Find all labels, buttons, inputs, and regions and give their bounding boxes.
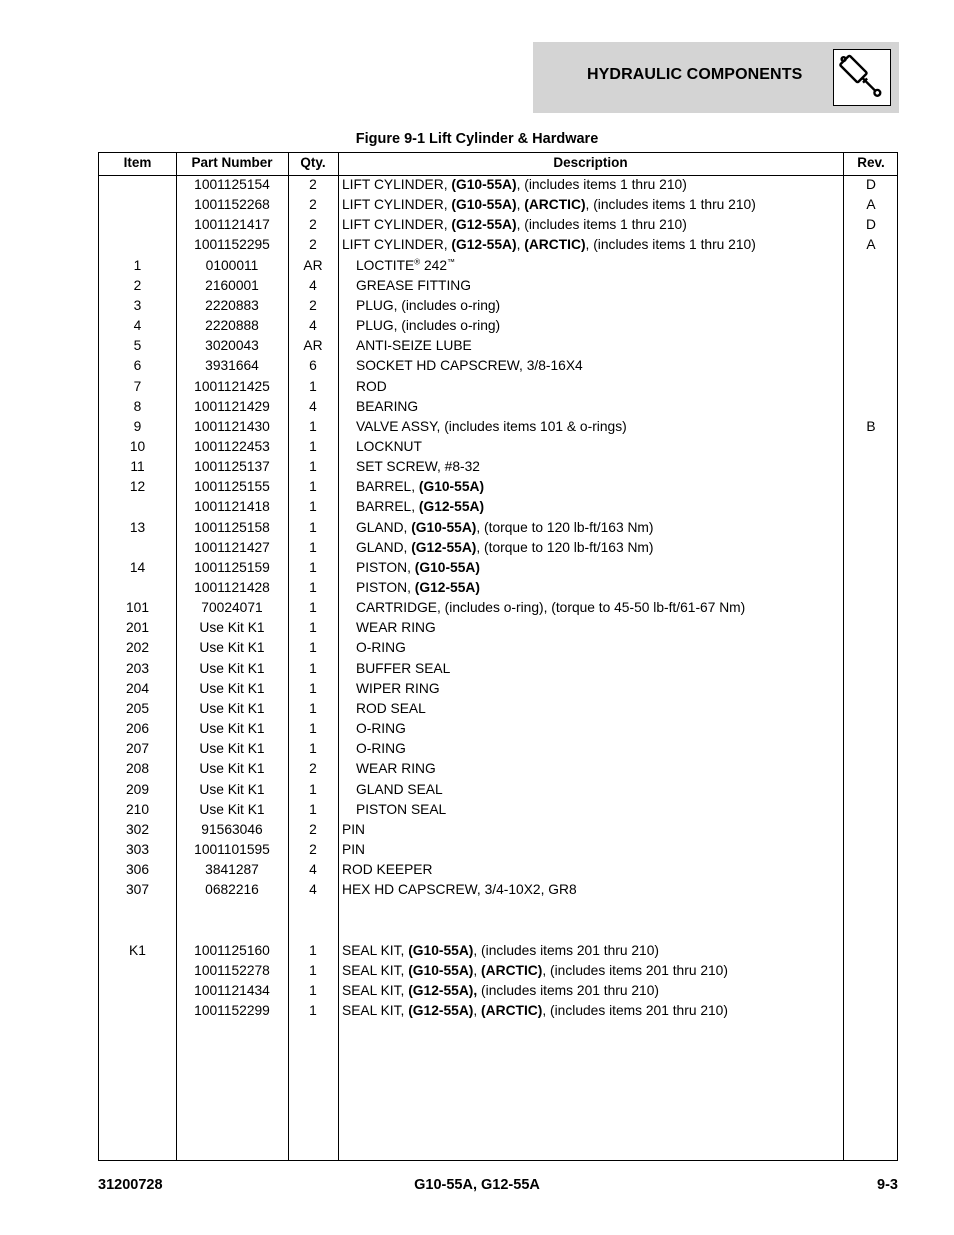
qty-cell: 2	[309, 761, 317, 777]
part-number-cell: 1001121428	[194, 580, 270, 595]
description-cell	[342, 961, 728, 981]
description-cell	[356, 739, 406, 759]
description-text: LIFT CYLINDER,	[342, 217, 452, 233]
trademark-mark: ™	[447, 257, 456, 266]
table-row	[99, 336, 897, 356]
qty-cell: 1	[309, 741, 317, 757]
qty-cell: 1	[309, 982, 317, 998]
description-cell	[356, 780, 443, 800]
table-row	[99, 618, 897, 638]
table-row	[99, 578, 897, 598]
item-cell: 5	[133, 338, 142, 354]
item-cell: 205	[125, 700, 150, 716]
table-row	[99, 941, 897, 961]
description-cell	[356, 477, 484, 497]
qty-cell: 6	[309, 358, 317, 374]
part-number-cell: 1001125155	[194, 479, 270, 495]
part-number-cell: 2220888	[205, 318, 259, 334]
qty-cell: 2	[309, 197, 317, 213]
item-cell: 209	[125, 781, 150, 797]
part-number-cell: 1001125160	[194, 942, 270, 958]
description-text: GREASE FITTING	[356, 277, 471, 293]
table-row	[99, 417, 897, 437]
item-cell: 10	[129, 438, 146, 454]
description-cell	[356, 497, 484, 517]
item-cell: 4	[133, 318, 142, 334]
item-cell: K1	[129, 942, 146, 958]
description-text: CARTRIDGE, (includes o-ring), (torque to 45-50 lb-ft/61-67 Nm)	[356, 600, 746, 616]
table-row	[99, 377, 897, 397]
description-text: SEAL KIT,	[342, 982, 409, 998]
description-text: PLUG, (includes o-ring)	[356, 297, 501, 313]
qty-cell: 1	[309, 942, 317, 958]
description-text: WEAR RING	[356, 620, 436, 636]
description-cell	[356, 256, 455, 276]
description-text: WIPER RING	[356, 680, 440, 696]
table-row	[99, 961, 897, 981]
description-text: LIFT CYLINDER,	[342, 177, 452, 192]
description-cell	[342, 981, 659, 1001]
part-number-cell: 2220883	[205, 297, 259, 313]
header-description: Description	[553, 155, 628, 170]
item-cell: 208	[125, 761, 150, 777]
table-row	[99, 638, 897, 658]
hydraulic-cylinder-icon	[833, 49, 891, 106]
part-number-cell: Use Kit K1	[199, 721, 265, 737]
description-text: GLAND SEAL	[356, 781, 443, 797]
description-text: , (torque to 120 lb-ft/163 Nm)	[476, 519, 654, 535]
qty-cell: 1	[309, 600, 317, 616]
description-cell	[342, 941, 659, 961]
description-text: BUFFER SEAL	[356, 660, 451, 676]
parts-table	[98, 152, 898, 1161]
table-row	[99, 860, 897, 880]
description-cell	[356, 659, 450, 679]
description-text: WEAR RING	[356, 761, 436, 777]
part-number-cell: 3841287	[205, 862, 259, 878]
part-number-cell: Use Kit K1	[199, 660, 265, 676]
doc-number: 31200728	[98, 1177, 163, 1193]
description-cell	[356, 417, 627, 437]
part-number-cell: 1001152295	[194, 237, 270, 253]
table-row	[99, 175, 897, 195]
qty-cell: 1	[309, 640, 317, 656]
table-row	[99, 719, 897, 739]
description-text: ,	[473, 962, 482, 978]
description-text: , (includes items 201 thru 210)	[542, 962, 728, 978]
part-number-cell: Use Kit K1	[199, 741, 265, 757]
description-text: GLAND,	[356, 519, 412, 535]
part-number-cell: 0100011	[205, 257, 259, 273]
item-cell: 2	[133, 277, 142, 293]
item-cell: 307	[125, 882, 150, 898]
model-tag: (G10-55A)	[408, 942, 474, 958]
item-cell: 1	[133, 257, 142, 273]
qty-cell: 1	[309, 620, 317, 636]
qty-cell: 1	[309, 580, 317, 595]
qty-cell: 1	[309, 1003, 317, 1019]
qty-cell: 1	[309, 680, 317, 696]
part-number-cell: 70024071	[201, 600, 263, 616]
description-text: VALVE ASSY, (includes items 101 & o-rings)	[356, 418, 627, 434]
qty-cell: 1	[309, 962, 317, 978]
part-number-cell: Use Kit K1	[199, 620, 265, 636]
model-tag: (G12-55A)	[411, 539, 477, 555]
qty-cell: 2	[309, 177, 317, 192]
item-cell: 306	[125, 862, 150, 878]
part-number-cell: Use Kit K1	[199, 781, 265, 797]
qty-cell: 1	[309, 479, 317, 495]
description-cell	[356, 538, 654, 558]
part-number-cell: 3931664	[205, 358, 259, 374]
figure-title: Figure 9-1 Lift Cylinder & Hardware	[355, 131, 599, 147]
table-row	[99, 800, 897, 820]
table-row	[99, 659, 897, 679]
part-number-cell: 1001122453	[194, 438, 270, 454]
part-number-cell: 1001152268	[194, 197, 270, 213]
table-row	[99, 296, 897, 316]
description-cell	[356, 457, 480, 477]
model-tag: (G12-55A)	[414, 580, 480, 595]
description-cell	[356, 638, 406, 658]
qty-cell: 2	[309, 217, 317, 233]
model-tag: (G10-55A)	[418, 479, 485, 495]
part-number-cell: 3020043	[205, 338, 259, 354]
part-number-cell: 1001121429	[194, 398, 270, 414]
table-row	[99, 759, 897, 779]
model-tag: (G12-55A)	[418, 499, 485, 515]
rev-cell: B	[866, 418, 876, 434]
description-text: BARREL,	[356, 499, 419, 515]
description-cell	[342, 840, 365, 860]
description-text: SET SCREW, #8-32	[356, 459, 480, 475]
qty-cell: 1	[309, 519, 317, 535]
table-row	[99, 437, 897, 457]
item-cell: 206	[125, 721, 150, 737]
item-cell: 3	[133, 297, 142, 313]
description-cell	[342, 235, 756, 255]
description-text: HEX HD CAPSCREW, 3/4-10X2, GR8	[342, 882, 577, 898]
table-row	[99, 518, 897, 538]
description-text: ANTI-SEIZE LUBE	[356, 338, 472, 354]
item-cell: 6	[133, 358, 142, 374]
part-number-cell: 1001121430	[194, 418, 270, 434]
description-text: PIN	[342, 841, 365, 857]
description-text: BARREL,	[356, 479, 419, 495]
description-text: LIFT CYLINDER,	[342, 197, 452, 213]
qty-cell: 1	[309, 801, 317, 817]
model-tag: (ARCTIC)	[481, 1003, 543, 1019]
description-text: PISTON,	[356, 580, 415, 595]
section-header	[533, 42, 899, 113]
description-text: ,	[516, 197, 525, 213]
rev-cell: A	[866, 237, 876, 253]
table-row	[99, 699, 897, 719]
description-text: O-RING	[356, 640, 406, 656]
item-cell: 210	[125, 801, 150, 817]
description-cell	[356, 397, 418, 417]
table-row	[99, 880, 897, 900]
qty-cell: AR	[303, 338, 323, 354]
qty-cell: 4	[309, 882, 317, 898]
description-cell	[342, 175, 687, 195]
description-cell	[356, 800, 446, 820]
part-number-cell: 1001125158	[194, 519, 270, 535]
table-row	[99, 1001, 897, 1021]
item-cell: 7	[133, 378, 142, 394]
table-row	[99, 457, 897, 477]
rev-cell: A	[866, 197, 876, 213]
header-item: Item	[123, 155, 152, 170]
description-cell	[342, 195, 756, 215]
item-cell: 202	[125, 640, 150, 656]
description-cell	[356, 719, 406, 739]
header-rev: Rev.	[857, 155, 885, 170]
description-text: PLUG, (includes o-ring)	[356, 318, 501, 334]
page-number: 9-3	[877, 1177, 898, 1193]
description-cell	[356, 558, 480, 578]
description-cell	[356, 316, 500, 336]
part-number-cell: 1001121417	[194, 217, 270, 233]
section-title: HYDRAULIC COMPONENTS	[587, 66, 803, 83]
description-cell	[356, 759, 436, 779]
description-text: , (includes items 1 thru 210)	[585, 237, 756, 253]
model-tag: (ARCTIC)	[524, 237, 586, 253]
item-cell: 101	[125, 600, 150, 616]
description-text: PISTON,	[356, 559, 415, 575]
part-number-cell: 1001152299	[194, 1003, 270, 1019]
description-text: ,	[516, 237, 525, 253]
part-number-cell: 0682216	[205, 882, 259, 898]
qty-cell: 4	[309, 398, 317, 414]
model-tag: (G10-55A)	[414, 559, 480, 575]
description-cell	[342, 215, 687, 235]
description-cell	[356, 377, 387, 397]
model-tag: (G10-55A)	[451, 197, 517, 213]
table-row	[99, 840, 897, 860]
table-row	[99, 780, 897, 800]
table-row	[99, 820, 897, 840]
part-number-cell: Use Kit K1	[199, 801, 265, 817]
item-cell: 13	[129, 519, 146, 535]
model-tag: (G12-55A)	[451, 217, 517, 233]
table-row	[99, 256, 897, 276]
model-tag: (G10-55A)	[411, 519, 477, 535]
table-row	[99, 477, 897, 497]
description-cell	[342, 860, 432, 880]
description-text: ROD SEAL	[356, 700, 426, 716]
description-cell	[356, 578, 480, 598]
description-text: PIN	[342, 821, 365, 837]
part-number-cell: 1001125154	[194, 177, 270, 192]
rev-cell: D	[866, 217, 876, 233]
part-number-cell: Use Kit K1	[199, 761, 265, 777]
part-number-cell: 1001101595	[194, 841, 270, 857]
description-text: PISTON SEAL	[356, 801, 447, 817]
table-row	[99, 316, 897, 336]
item-cell: 201	[125, 620, 150, 636]
qty-cell: 2	[309, 297, 317, 313]
description-cell	[356, 356, 583, 376]
table-row	[99, 981, 897, 1001]
description-text: , (includes items 1 thru 210)	[516, 217, 687, 233]
model-tag: (G12-55A)	[408, 1003, 474, 1019]
model-tag: (G12-55A)	[451, 237, 517, 253]
table-row	[99, 739, 897, 759]
part-number-cell: Use Kit K1	[199, 640, 265, 656]
table-row	[99, 538, 897, 558]
part-number-cell: 91563046	[201, 821, 263, 837]
rev-cell: D	[866, 177, 876, 192]
qty-cell: 2	[309, 821, 317, 837]
description-cell	[356, 618, 436, 638]
qty-cell: 1	[309, 539, 317, 555]
model-tag: (ARCTIC)	[481, 962, 543, 978]
header-part-number: Part Number	[191, 155, 273, 170]
part-number-cell: 1001125159	[194, 559, 270, 575]
description-cell	[356, 276, 471, 296]
part-number-cell: 1001121418	[194, 499, 270, 515]
description-cell	[342, 1001, 728, 1021]
description-cell	[356, 437, 422, 457]
description-text: LOCKNUT	[356, 438, 422, 454]
item-cell: 11	[130, 459, 145, 475]
qty-cell: 1	[309, 781, 317, 797]
part-number-cell: 1001121425	[194, 378, 270, 394]
description-cell	[356, 679, 440, 699]
table-row	[99, 276, 897, 296]
qty-cell: 4	[309, 862, 317, 878]
description-text: ROD KEEPER	[342, 862, 433, 878]
qty-cell: 4	[309, 277, 317, 293]
part-number-cell: 1001152278	[194, 962, 270, 978]
table-row	[99, 497, 897, 517]
part-number-cell: 1001121427	[194, 539, 270, 555]
trademark-mark: ®	[414, 257, 421, 266]
table-row	[99, 558, 897, 578]
table-row	[99, 356, 897, 376]
header-qty: Qty.	[300, 155, 326, 170]
description-text: LIFT CYLINDER,	[342, 237, 452, 253]
item-cell: 12	[129, 479, 146, 495]
qty-cell: 1	[309, 378, 317, 394]
description-text: SOCKET HD CAPSCREW, 3/8-16X4	[356, 358, 583, 374]
qty-cell: 1	[309, 438, 317, 454]
item-cell: 302	[125, 821, 150, 837]
model-tag: (ARCTIC)	[524, 197, 586, 213]
model-tag: (G12-55A),	[408, 982, 478, 998]
part-number-cell: Use Kit K1	[199, 700, 265, 716]
description-cell	[356, 336, 472, 356]
description-cell	[342, 880, 577, 900]
part-number-cell: Use Kit K1	[199, 680, 265, 696]
qty-cell: 1	[309, 721, 317, 737]
table-row	[99, 397, 897, 417]
qty-cell: 1	[309, 459, 317, 475]
item-cell: 8	[133, 398, 142, 414]
part-number-cell: 2160001	[205, 277, 259, 293]
description-text: , (includes items 201 thru 210)	[473, 942, 659, 958]
qty-cell: 1	[309, 700, 317, 716]
item-cell: 303	[125, 841, 150, 857]
description-text: SEAL KIT,	[342, 962, 409, 978]
description-text: ,	[473, 1003, 482, 1019]
description-text: GLAND,	[356, 539, 412, 555]
qty-cell: 1	[309, 418, 317, 434]
table-row	[99, 215, 897, 235]
description-text: SEAL KIT,	[342, 1003, 409, 1019]
description-cell	[356, 296, 500, 316]
item-cell: 9	[133, 418, 142, 434]
description-cell	[356, 699, 426, 719]
qty-cell: 2	[309, 841, 317, 857]
item-cell: 14	[129, 559, 146, 575]
description-cell	[356, 518, 654, 538]
item-cell: 203	[125, 660, 150, 676]
item-cell: 207	[125, 741, 150, 757]
model-numbers: G10-55A, G12-55A	[414, 1177, 540, 1193]
description-cell	[356, 598, 745, 618]
description-text: , (includes items 1 thru 210)	[585, 197, 756, 213]
qty-cell: 1	[309, 499, 317, 515]
description-text: (includes items 201 thru 210)	[477, 982, 659, 998]
model-tag: (G10-55A)	[451, 177, 517, 192]
description-text: , (includes items 201 thru 210)	[542, 1003, 728, 1019]
description-text: O-RING	[356, 741, 406, 757]
description-text: , (includes items 1 thru 210)	[516, 177, 687, 192]
description-text: O-RING	[356, 721, 406, 737]
description-text: 242	[420, 257, 448, 273]
table-row	[99, 235, 897, 255]
qty-cell: AR	[303, 257, 323, 273]
description-text: BEARING	[356, 398, 419, 414]
description-text: SEAL KIT,	[342, 942, 409, 958]
part-number-cell: 1001121434	[194, 982, 270, 998]
part-number-cell: 1001125137	[194, 459, 270, 475]
qty-cell: 1	[309, 559, 317, 575]
table-row	[99, 195, 897, 215]
table-row	[99, 598, 897, 618]
description-text: LOCTITE	[356, 257, 415, 273]
table-row	[99, 679, 897, 699]
item-cell: 204	[125, 680, 150, 696]
description-text: ROD	[356, 378, 387, 394]
description-text: , (torque to 120 lb-ft/163 Nm)	[476, 539, 654, 555]
description-cell	[342, 820, 365, 840]
qty-cell: 4	[309, 318, 317, 334]
qty-cell: 1	[309, 660, 317, 676]
qty-cell: 2	[309, 237, 317, 253]
model-tag: (G10-55A)	[408, 962, 474, 978]
